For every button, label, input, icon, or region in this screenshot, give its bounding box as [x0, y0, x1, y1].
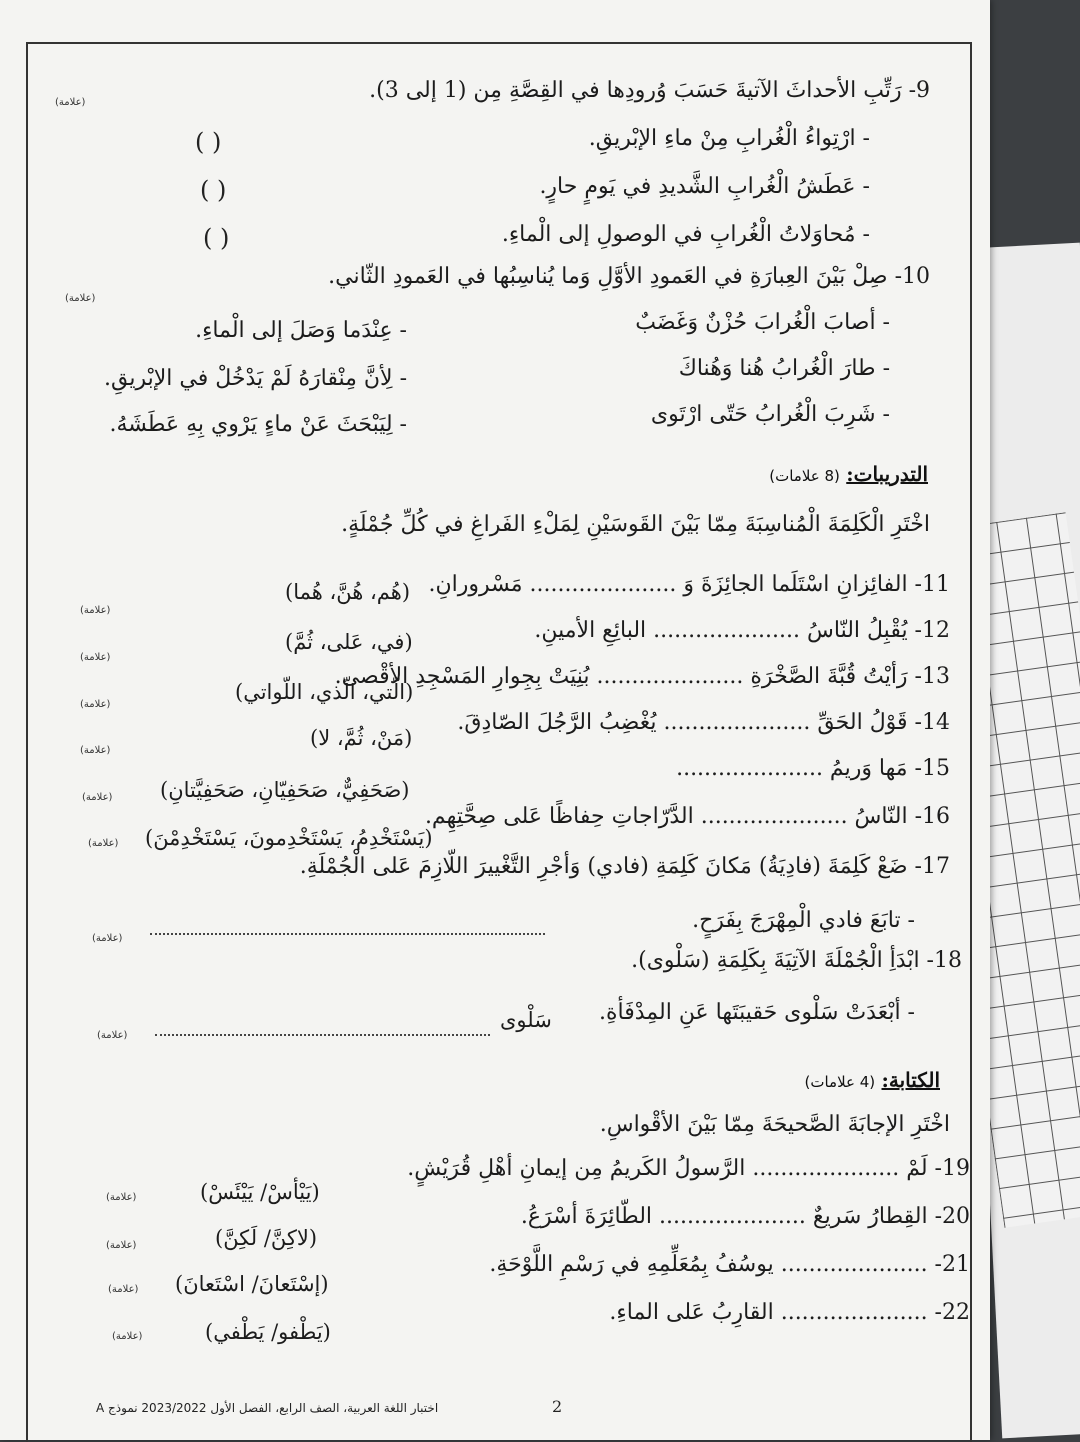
- q9-item-3: - مُحاوَلاتُ الْغُرابِ في الوصولِ إلى الْماءِ.: [501, 222, 870, 247]
- q21-options: (إسْتَعانَ/ اسْتَعانَ): [175, 1272, 329, 1296]
- writing-title: الكتابة:: [881, 1068, 940, 1092]
- mark-label: (علامة): [108, 1284, 139, 1295]
- q22-options: (يَطْفو/ يَطْفي): [205, 1320, 331, 1344]
- mark-label: (علامة): [80, 605, 111, 616]
- mark-label: (علامة): [106, 1240, 137, 1251]
- writing-score: (4 علامات): [804, 1073, 876, 1091]
- q10-col2-item-1: - عِنْدَما وَصَلَ إلى الْماءِ.: [195, 318, 407, 343]
- question-19: 19- لَمْ ..................... الرَّسولُ الكَريمُ مِن إيمانِ أهْلِ قُرَيْشٍ.: [407, 1156, 970, 1181]
- mark-label: (علامة): [97, 1030, 128, 1041]
- q11-options: (هُم، هُنَّ، هُما): [285, 580, 411, 604]
- q18-start-word: سَلْوى: [500, 1008, 552, 1032]
- q10-col2-item-2: - لِأنَّ مِنْقارَهُ لَمْ يَدْخُلْ في الإبْريقِ.: [103, 366, 407, 391]
- q10-col1-item-2: - طارَ الْغُرابُ هُنا وَهُناكَ: [678, 356, 890, 381]
- q17-sentence: - تابَعَ فادي الْمِهْرَجَ بِفَرَحٍ.: [692, 908, 915, 933]
- question-12: 12- يُقْبِلُ النّاسُ ..................... البائِعِ الأمينِ.: [534, 618, 950, 643]
- q18-answer-line[interactable]: [155, 1034, 490, 1036]
- page-number: 2: [552, 1397, 563, 1416]
- question-16: 16- النّاسُ ..................... الدَّرّاجاتِ حِفاظًا عَلى صِحَّتِهِم.: [424, 804, 950, 829]
- q9-item-1: - ارْتِواءُ الْغُرابِ مِنْ ماءِ الإبْريقِ.: [588, 126, 870, 151]
- question-21: 21- ..................... يوسُفُ بِمُعَلِّمِهِ في رَسْمِ اللَّوْحَةِ.: [489, 1252, 970, 1277]
- q10-col1-item-1: - أصابَ الْغُرابَ حُزْنٌ وَغَضَبٌ: [635, 310, 890, 335]
- q10-col2-item-3: - لِيَبْحَثَ عَنْ ماءٍ يَرْوي بِهِ عَطَشَهُ.: [109, 412, 407, 437]
- q14-options: (مَنْ، ثُمَّ، لا): [310, 726, 413, 750]
- exam-footer: اختبار اللغة العربية، الصف الرابع، الفصل الأول 2023/2022 نموذج A: [96, 1401, 439, 1415]
- drills-title: التدريبات:: [846, 462, 928, 486]
- mark-label: (علامة): [82, 792, 113, 803]
- question-18: 18- ابْدَأِ الْجُمْلَةَ الآتِيَةَ بِكَلِمَةِ (سَلْوى).: [631, 948, 962, 973]
- mark-label: (علامة): [112, 1331, 143, 1342]
- q9-item-2: - عَطَشُ الْغُرابِ الشَّديدِ في يَومٍ حارٍ.: [539, 174, 870, 199]
- mark-label: (علامة): [92, 933, 123, 944]
- q15-options: (صَحَفِيٌّ، صَحَفِيّانِ، صَحَفِيَّتانِ): [160, 778, 410, 802]
- page-border: [26, 42, 972, 1442]
- mark-label: (علامة): [65, 293, 96, 304]
- mark-label: (علامة): [80, 745, 111, 756]
- question-14: 14- قَوْلُ الحَقِّ ..................... يُغْضِبُ الرَّجُلَ الصّادِقَ.: [457, 710, 950, 735]
- question-17: 17- ضَعْ كَلِمَةَ (فادِيَةُ) مَكانَ كَلِمَةِ (فادي) وَأجْرِ التَّغْييرَ اللّازِمَ عَلى الْجُمْلَةِ.: [299, 854, 950, 879]
- drills-score: (8 علامات): [769, 467, 840, 485]
- writing-instruction: اخْتَرِ الإجابَةَ الصَّحيحَةَ مِمّا بَيْنَ الأقْواسِ.: [599, 1112, 950, 1137]
- question-9: 9- رَتِّبِ الأحداثَ الآتيةَ حَسَبَ وُرودِها في القِصَّةِ مِن (1 إلى 3).: [369, 78, 930, 103]
- q10-col1-item-3: - شَرِبَ الْغُرابُ حَتّى ارْتَوى: [650, 402, 890, 427]
- q13-options: (الّتي، الّذي، اللّواتي): [235, 680, 414, 704]
- mark-label: (علامة): [88, 838, 119, 849]
- answer-paren-3[interactable]: ( ): [203, 224, 230, 252]
- q20-options: (لاكِنَّ/ لَكِنَّ): [215, 1226, 318, 1250]
- answer-paren-2[interactable]: ( ): [200, 176, 227, 204]
- mark-label: (علامة): [55, 97, 86, 108]
- q19-options: (يَيْأسْ/ يَيْئَسْ): [200, 1180, 320, 1204]
- question-22: 22- ..................... القارِبُ عَلى الماءِ.: [609, 1300, 970, 1325]
- answer-paren-1[interactable]: ( ): [195, 128, 222, 156]
- q17-answer-line[interactable]: [150, 933, 545, 935]
- writing-heading: [804, 1068, 940, 1092]
- q18-sentence: - أبْعَدَتْ سَلْوى حَقيبَتَها عَنِ المِدْفَأةِ.: [599, 1000, 915, 1025]
- question-10: 10- صِلْ بَيْنَ العِبارَةِ في العَمودِ الأوَّلِ وَما يُناسِبُها في العَمودِ الثّاني.: [328, 264, 930, 289]
- question-15: 15- مَها وَريمُ .....................: [676, 756, 950, 781]
- mark-label: (علامة): [80, 699, 111, 710]
- question-20: 20- القِطارُ سَريعٌ ..................... الطّائِرَةَ أسْرَعُ.: [520, 1204, 970, 1229]
- question-11: 11- الفائِزانِ اسْتَلَما الجائِزَةَ وَ ..................... مَسْرورانِ.: [428, 572, 950, 597]
- mark-label: (علامة): [80, 652, 111, 663]
- drills-instruction: اخْتَرِ الْكَلِمَةَ الْمُناسِبَةَ مِمّا بَيْنَ القَوسَيْنِ لِمَلْءِ الفَراغِ في كُلِّ جُمْلَةٍ.: [341, 512, 930, 537]
- q12-options: (في، عَلى، ثُمَّ): [285, 630, 413, 654]
- question-13: 13- رَأيْتُ قُبَّةَ الصَّخْرَةِ ..................... بُنِيَتْ بِجِوارِ المَسْجِدِ الأقْصى.: [334, 664, 950, 689]
- mark-label: (علامة): [106, 1192, 137, 1203]
- drills-heading: [769, 462, 928, 486]
- q16-options: (يَسْتَخْدِمُ، يَسْتَخْدِمونَ، يَسْتَخْدِمْنَ): [145, 826, 433, 850]
